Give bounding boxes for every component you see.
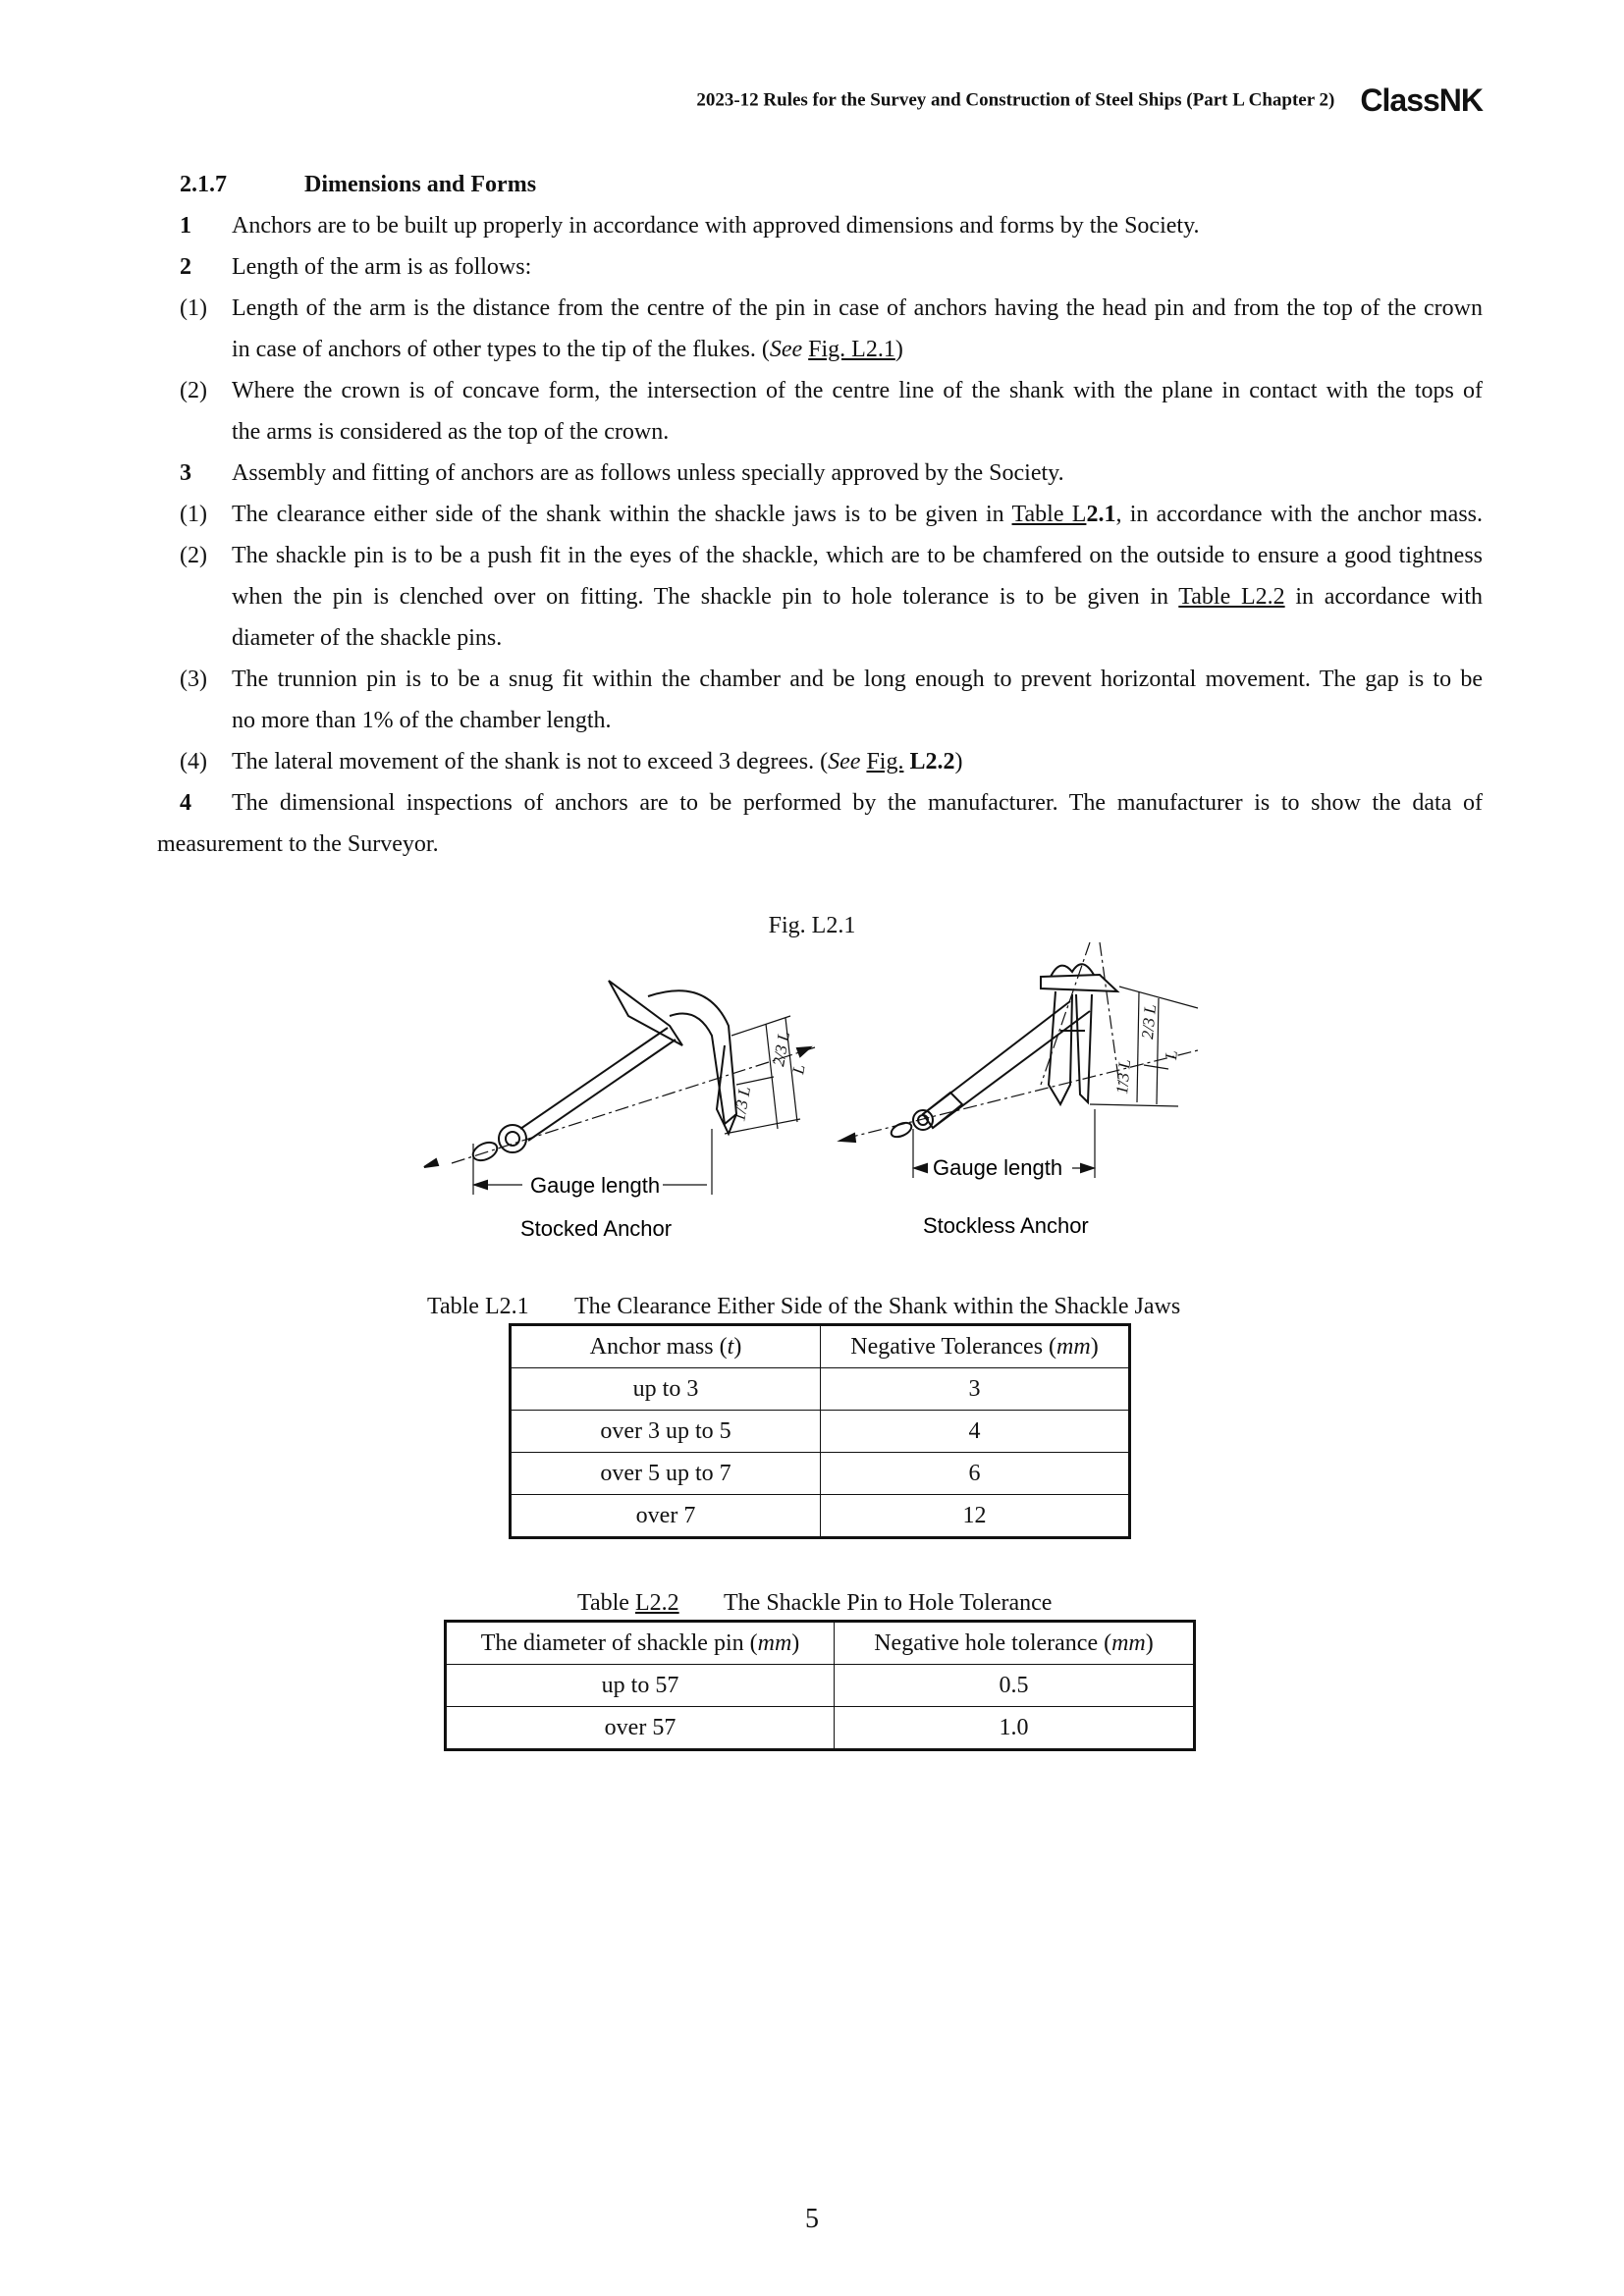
figure-title: Fig. L2.1 (768, 913, 856, 938)
item-3-2-line-3: diameter of the shackle pins. (232, 625, 503, 651)
table-header-cell (835, 1622, 1195, 1665)
table-1-title: The Clearance Either Side of the Shank within the Shackle Jaws (574, 1294, 1181, 1319)
item-2-2-line-2: the arms is considered as the top of the crown. (232, 419, 670, 445)
table-row (511, 1495, 1130, 1538)
table-cell: 12 (821, 1495, 1130, 1538)
para-1-text: Anchors are to be built up properly in accordance with approved dimensions and forms by the Society. (232, 213, 1200, 239)
para-2-text: Length of the arm is as follows: (232, 254, 532, 280)
table-row (511, 1453, 1130, 1495)
item-3-1-text: The clearance either side of the shank within the shackle jaws is to be given in (232, 502, 1004, 527)
header-unit: mm (1056, 1333, 1091, 1360)
item-3-2-number: (2) (180, 543, 207, 568)
table-cell: over 5 up to 7 (511, 1453, 821, 1495)
fig-l2-2-link[interactable]: Fig. (866, 749, 904, 774)
header-text-end: ) (1145, 1629, 1154, 1656)
header-title: 2023-12 Rules for the Survey and Construction of Steel Ships (Part L Chapter 2) (696, 89, 1335, 111)
dim-13l-right: 1/3 L (1112, 1058, 1135, 1095)
para-3-number: 3 (180, 460, 191, 486)
stockless-anchor-drawing (840, 942, 1198, 1178)
section-title: Dimensions and Forms (304, 172, 537, 197)
table-ref-part-b: 2.1 (1086, 502, 1116, 527)
table-cell: over 57 (446, 1707, 835, 1750)
section-number: 2.1.7 (180, 172, 227, 197)
table-l2-2-link[interactable]: Table L2.2 (1178, 584, 1285, 610)
para-4-line-2: measurement to the Surveyor. (157, 831, 439, 857)
item-3-4-number: (4) (180, 749, 207, 774)
header-text: Negative hole tolerance ( (874, 1629, 1112, 1656)
table-header-cell (446, 1622, 835, 1665)
see-word: See (769, 337, 803, 362)
table-cell: 3 (821, 1368, 1130, 1411)
see-word-2: See (828, 749, 861, 774)
table-row (446, 1665, 1195, 1707)
table-header-row (446, 1622, 1195, 1665)
table-1-label: Table L2.1 (427, 1294, 529, 1319)
item-3-1-line (232, 500, 1483, 529)
table-ref-part-a: Table L (1011, 502, 1087, 527)
table-cell: 4 (821, 1411, 1130, 1453)
table-cell: 1.0 (835, 1707, 1195, 1750)
item-3-2-line-2-text: when the pin is clenched over on fitting. The shackle pin to hole tolerance is to be given in (232, 584, 1169, 610)
table-header-cell (511, 1325, 821, 1368)
gauge-length-label-right: Gauge length (933, 1155, 1063, 1180)
table-row (511, 1368, 1130, 1411)
gauge-length-label-left: Gauge length (530, 1173, 661, 1198)
stockless-anchor-caption: Stockless Anchor (923, 1213, 1089, 1238)
classnk-logo: ClassNK (1360, 82, 1483, 118)
table-cell: up to 57 (446, 1665, 835, 1707)
item-3-2-line-2-tail: in accordance with (1295, 584, 1483, 610)
anchor-figure (412, 937, 1237, 1252)
para-2-number: 2 (180, 254, 191, 280)
dim-23l-left: 2/3 L (769, 1030, 794, 1068)
fig-l2-1-link[interactable]: Fig. L2.1 (808, 337, 895, 362)
dim-23l-right: 2/3 L (1138, 1003, 1161, 1041)
header-text-end: ) (733, 1333, 742, 1360)
para-4-number: 4 (180, 790, 191, 816)
para-4-line-1: The dimensional inspections of anchors are to be performed by the manufacturer. The manufacturer is to show the data of (232, 790, 1483, 816)
header-text: The diameter of shackle pin ( (480, 1629, 758, 1656)
table-header-row (511, 1325, 1130, 1368)
table-2-title: The Shackle Pin to Hole Tolerance (724, 1590, 1053, 1616)
table-2-label-text: Table (577, 1590, 635, 1616)
item-3-3-line-1: The trunnion pin is to be a snug fit within the chamber and be long enough to prevent horizontal movement. The gap is to be (232, 667, 1483, 692)
table-l2-1 (509, 1323, 1131, 1539)
dim-l-left: L (788, 1063, 809, 1076)
table-2-label (577, 1590, 679, 1617)
header-text: Anchor mass ( (589, 1333, 728, 1360)
item-3-3-line-2: no more than 1% of the chamber length. (232, 708, 612, 733)
para-1-number: 1 (180, 213, 191, 239)
item-3-2-line-1: The shackle pin is to be a push fit in the eyes of the shackle, which are to be chamfered on the outside to ensure a good tightness (232, 543, 1483, 568)
item-2-1-line-2-text: in case of anchors of other types to the tip of the flukes. ( (232, 337, 770, 362)
para-3-text: Assembly and fitting of anchors are as follows unless specially approved by the Society. (232, 460, 1064, 486)
item-3-1-number: (1) (180, 502, 207, 527)
table-cell: 6 (821, 1453, 1130, 1495)
item-2-1-line-2 (232, 335, 903, 364)
item-2-2-number: (2) (180, 378, 207, 403)
dim-13l-left: 1/3 L (730, 1085, 755, 1123)
table-cell: up to 3 (511, 1368, 821, 1411)
stocked-anchor-caption: Stocked Anchor (520, 1216, 673, 1241)
header-text-end: ) (791, 1629, 800, 1656)
page-number: 5 (805, 2204, 819, 2234)
item-2-2-line-1: Where the crown is of concave form, the intersection of the centre line of the shank with the plane in contact with the tops of (232, 378, 1483, 403)
table-l2-1-link[interactable] (1012, 502, 1087, 527)
page-header (0, 82, 1483, 119)
header-text-end: ) (1090, 1333, 1099, 1360)
table-cell: 0.5 (835, 1665, 1195, 1707)
fig-ref-number: L2.2 (909, 749, 955, 774)
table-l2-2 (444, 1620, 1196, 1751)
table-header-cell (821, 1325, 1130, 1368)
table-row (511, 1411, 1130, 1453)
item-3-3-number: (3) (180, 667, 207, 692)
header-text: Negative Tolerances ( (850, 1333, 1057, 1360)
item-3-4-text: The lateral movement of the shank is not to exceed 3 degrees. ( (232, 749, 829, 774)
table-cell: over 3 up to 5 (511, 1411, 821, 1453)
header-unit: mm (757, 1629, 792, 1656)
table-2-label-ref: L2.2 (634, 1590, 679, 1616)
item-3-2-line-2 (232, 582, 1483, 612)
item-2-1-number: (1) (180, 295, 207, 321)
dim-l-right: L (1162, 1049, 1181, 1061)
close-paren-2: ) (954, 749, 963, 774)
item-3-1-tail: , in accordance with the anchor mass. (1115, 502, 1483, 527)
close-paren: ) (894, 337, 903, 362)
table-row (446, 1707, 1195, 1750)
item-3-4-line (232, 747, 962, 776)
header-unit: mm (1111, 1629, 1146, 1656)
header-unit: t (727, 1333, 734, 1360)
table-cell: over 7 (511, 1495, 821, 1538)
item-2-1-line-1: Length of the arm is the distance from the centre of the pin in case of anchors having the head pin and from the top of the crown (232, 295, 1483, 321)
stocked-anchor-drawing (424, 981, 815, 1195)
